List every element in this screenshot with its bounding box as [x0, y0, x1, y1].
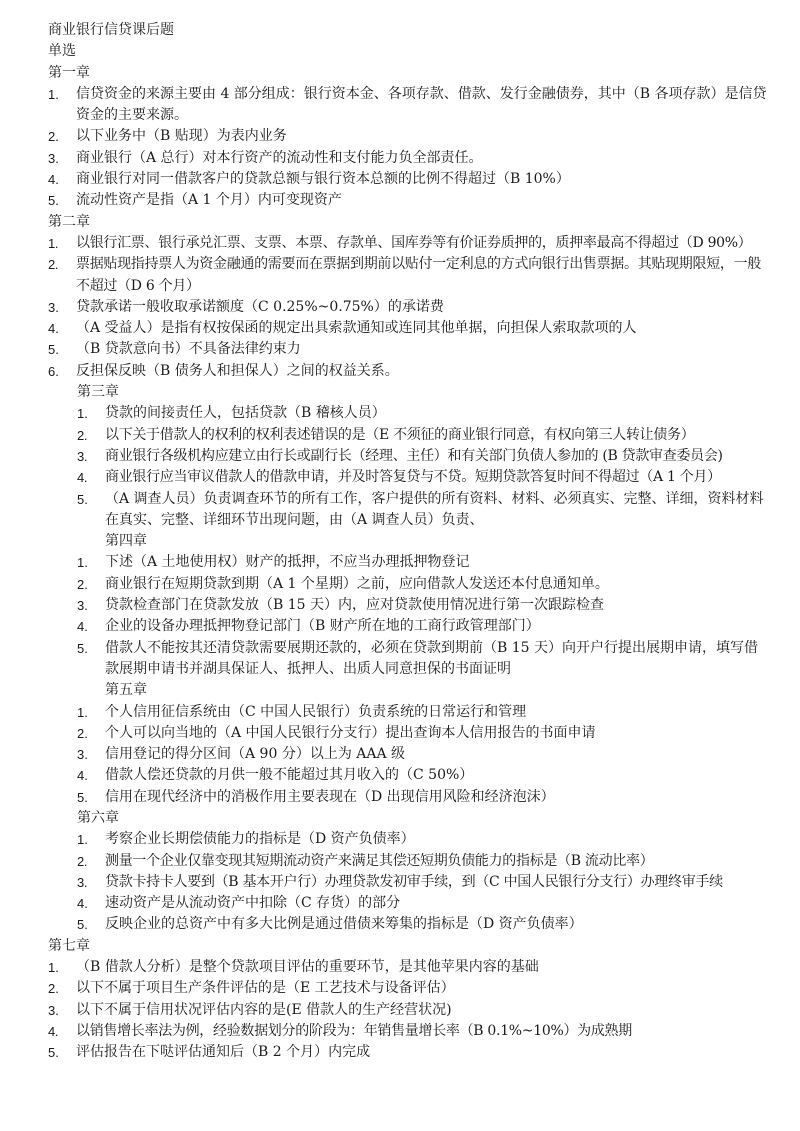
item-number: 5.: [77, 789, 88, 805]
item-number: 5.: [77, 640, 88, 656]
question-item: [48, 148, 770, 169]
question-text: 商业银行各级机构应建立由行长或副行长（经理、主任）和有关部门负债人参加的 (B 贷款审查委员会): [105, 447, 723, 464]
question-text: 反映企业的总资产中有多大比例是通过借债来筹集的指标是（D 资产负债率）: [105, 916, 583, 933]
question-item: [48, 1042, 770, 1063]
question-text: 个人信用征信系统由（C 中国人民银行）负责系统的日常运行和管理: [105, 703, 527, 720]
item-number: 1.: [48, 960, 59, 976]
item-number: 3.: [77, 448, 88, 464]
item-number: 3.: [48, 299, 59, 315]
item-number: 1.: [48, 235, 59, 251]
question-item: [77, 851, 770, 872]
question-list: [77, 403, 770, 531]
chapter-heading: 第二章: [48, 213, 90, 230]
item-number: 3.: [77, 874, 88, 890]
question-list: [48, 84, 770, 212]
question-text: 以银行汇票、银行承兑汇票、支票、本票、存款单、国库券等有价证券质押的，质押率最高不得超过（D 90%）: [76, 234, 752, 251]
chapter-4: [77, 531, 770, 680]
question-item: [77, 723, 770, 744]
question-text: 信用在现代经济中的消极作用主要表现在（D 出现信用风险和经济泡沫）: [105, 788, 555, 805]
item-number: 2.: [48, 129, 59, 145]
chapter-heading: 第五章: [105, 682, 147, 699]
question-list: [77, 702, 770, 808]
question-text: 贷款检查部门在贷款发放（B 15 天）内，应对贷款使用情况进行第一次跟踪检查: [105, 597, 605, 614]
question-text: 流动性资产是指（A 1 个月）内可变现资产: [76, 192, 342, 209]
question-text: 以销售增长率法为例，经验数据划分的阶段为：年销售量增长率（B 0.1%~10%）为成熟期: [76, 1022, 632, 1039]
question-item: [77, 489, 770, 532]
chapter-3: [77, 382, 770, 531]
question-text: 商业银行（A 总行）对本行资产的流动性和支付能力负全部责任。: [76, 149, 483, 166]
item-number: 3.: [48, 150, 59, 166]
question-item: [48, 126, 770, 147]
document-subtitle: 单选: [48, 43, 76, 60]
question-text: 反担保反映（B 债务人和担保人）之间的权益关系。: [76, 362, 399, 379]
item-number: 2.: [77, 576, 88, 592]
item-number: 2.: [77, 853, 88, 869]
item-number: 4.: [77, 619, 88, 635]
question-item: [48, 233, 770, 254]
document-title: 商业银行信贷课后题: [48, 22, 174, 38]
question-text: 贷款卡持卡人要到（B 基本开户行）办理贷款发初审手续，到（C 中国人民银行分支行）办理终审手续: [105, 873, 723, 890]
chapter-heading: 第六章: [77, 809, 119, 826]
chapter-2: [48, 212, 770, 382]
chapter-1: [48, 63, 770, 212]
question-text: 信贷资金的来源主要由 4 部分组成：银行资本金、各项存款、借款、发行金融债券，其中（B 各项存款）是信贷资金的主要来源。: [76, 85, 767, 124]
question-item: [48, 169, 770, 190]
question-text: 商业银行对同一借款客户的贷款总额与银行资本总额的比例不得超过（B 10%）: [76, 171, 570, 188]
chapter-6: [77, 808, 770, 936]
item-number: 3.: [48, 1002, 59, 1018]
question-text: 以下不属于信用状况评估内容的是(E 借款人的生产经营状况): [76, 1001, 452, 1018]
question-item: [77, 616, 770, 637]
question-text: 测量一个企业仅靠变现其短期流动资产来满足其偿还短期负债能力的指标是（B 流动比率）: [105, 852, 654, 869]
item-number: 1.: [48, 86, 59, 102]
item-number: 3.: [77, 747, 88, 763]
item-number: 5.: [77, 491, 88, 507]
item-number: 1.: [77, 406, 88, 422]
item-number: 1.: [77, 704, 88, 720]
question-text: （B 借款人分析）是整个贷款项目评估的重要环节，是其他苹果内容的基础: [76, 959, 539, 976]
item-number: 5.: [48, 342, 59, 358]
question-text: 票据贴现指持票人为资金融通的需要而在票据到期前以贴付一定利息的方式向银行出售票据。其贴现期限短，一般不超过（D 6 个月）: [76, 256, 761, 294]
question-list: [77, 552, 770, 680]
question-item: [77, 914, 770, 935]
item-number: 4.: [77, 768, 88, 784]
question-item: [48, 318, 770, 339]
question-item: [77, 446, 770, 467]
item-number: 2.: [77, 725, 88, 741]
item-number: 1.: [77, 555, 88, 571]
question-list: [48, 233, 770, 382]
question-text: 以下不属于项目生产条件评估的是（E 工艺技术与设备评估）: [76, 980, 455, 997]
question-text: （A 调查人员）负责调查环节的所有工作，客户提供的所有资料、材料、必须真实、完整、详细，资料材料在真实、完整、详细环节出现问题，由（A 调查人员）负责、: [105, 490, 764, 528]
question-item: [77, 829, 770, 850]
item-number: 5.: [48, 1045, 59, 1061]
question-item: [48, 1000, 770, 1021]
question-item: [77, 787, 770, 808]
question-text: 借款人不能按其还清贷款需要展期还款的，必须在贷款到期前（B 15 天）向开户行提出展期申请，填写借款展期申请书并湖具保证人、抵押人、出质人同意担保的书面证明: [105, 639, 759, 677]
item-number: 6.: [48, 363, 59, 379]
question-item: [48, 254, 770, 297]
question-item: [77, 595, 770, 616]
question-text: 商业银行应当审议借款人的借款申请，并及时答复贷与不贷。短期贷款答复时间不得超过（A 1 个月）: [105, 469, 721, 486]
item-number: 3.: [77, 598, 88, 614]
question-item: [48, 190, 770, 211]
question-text: （B 贷款意向书）不具备法律约束力: [76, 341, 301, 358]
question-item: [77, 744, 770, 765]
chapter-5: [77, 680, 770, 808]
question-item: [48, 957, 770, 978]
question-item: [48, 1021, 770, 1042]
question-item: [48, 361, 770, 382]
question-text: 速动资产是从流动资产中扣除（C 存货）的部分: [105, 895, 401, 912]
item-number: 4.: [77, 896, 88, 912]
chapter-heading: 第七章: [48, 937, 90, 954]
question-text: 贷款的间接责任人，包括贷款（B 稽核人员）: [105, 405, 386, 422]
item-number: 4.: [48, 1023, 59, 1039]
question-item: [77, 552, 770, 573]
question-item: [48, 339, 770, 360]
question-text: 信用登记的得分区间（A 90 分）以上为 AAA 级: [105, 746, 406, 763]
question-item: [48, 978, 770, 999]
item-number: 5.: [77, 917, 88, 933]
chapter-heading: 第一章: [48, 64, 90, 81]
chapter-heading: 第四章: [105, 533, 147, 550]
question-text: 个人可以向当地的（A 中国人民银行分支行）提出查询本人信用报告的书面申请: [105, 724, 596, 741]
question-text: 下述（A 土地使用权）财产的抵押，不应当办理抵押物登记: [105, 554, 470, 571]
question-item: [77, 425, 770, 446]
question-item: [77, 574, 770, 595]
chapter-heading: 第三章: [77, 384, 119, 401]
item-number: 4.: [48, 172, 59, 188]
question-item: [77, 872, 770, 893]
item-number: 1.: [77, 832, 88, 848]
question-item: [48, 297, 770, 318]
chapter-7: [48, 936, 770, 1064]
indented-block: [48, 382, 770, 936]
question-item: [77, 702, 770, 723]
item-number: 4.: [77, 470, 88, 486]
question-item: [77, 403, 770, 424]
question-item: [77, 893, 770, 914]
question-text: （A 受益人）是指有权按保函的规定出具索款通知或连同其他单据，向担保人索取款项的人: [76, 320, 637, 337]
question-item: [77, 467, 770, 488]
item-number: 2.: [77, 427, 88, 443]
question-text: 以下业务中（B 贴现）为表内业务: [76, 128, 287, 145]
item-number: 2.: [48, 257, 59, 273]
question-text: 借款人偿还贷款的月供一般不能超过其月收入的（C 50%）: [105, 767, 474, 784]
question-text: 以下关于借款人的权利的权利表述错误的是（E 不须征的商业银行同意，有权向第三人转让债务）: [105, 426, 695, 443]
item-number: 5.: [48, 193, 59, 209]
question-item: [77, 765, 770, 786]
question-list: [77, 829, 770, 935]
question-list: [48, 957, 770, 1063]
question-text: 评估报告在下哒评估通知后（B 2 个月）内完成: [76, 1044, 371, 1061]
item-number: 2.: [48, 981, 59, 997]
item-number: 4.: [48, 321, 59, 337]
question-text: 商业银行在短期贷款到期（A 1 个星期）之前，应向借款人发送还本付息通知单。: [105, 575, 609, 592]
question-text: 考察企业长期偿债能力的指标是（D 资产负债率）: [105, 831, 415, 848]
question-text: 企业的设备办理抵押物登记部门（B 财产所在地的工商行政管理部门）: [105, 618, 540, 635]
question-text: 贷款承诺一般收取承诺额度（C 0.25%~0.75%）的承诺费: [76, 298, 444, 315]
question-item: [77, 638, 770, 681]
question-item: [48, 84, 770, 127]
